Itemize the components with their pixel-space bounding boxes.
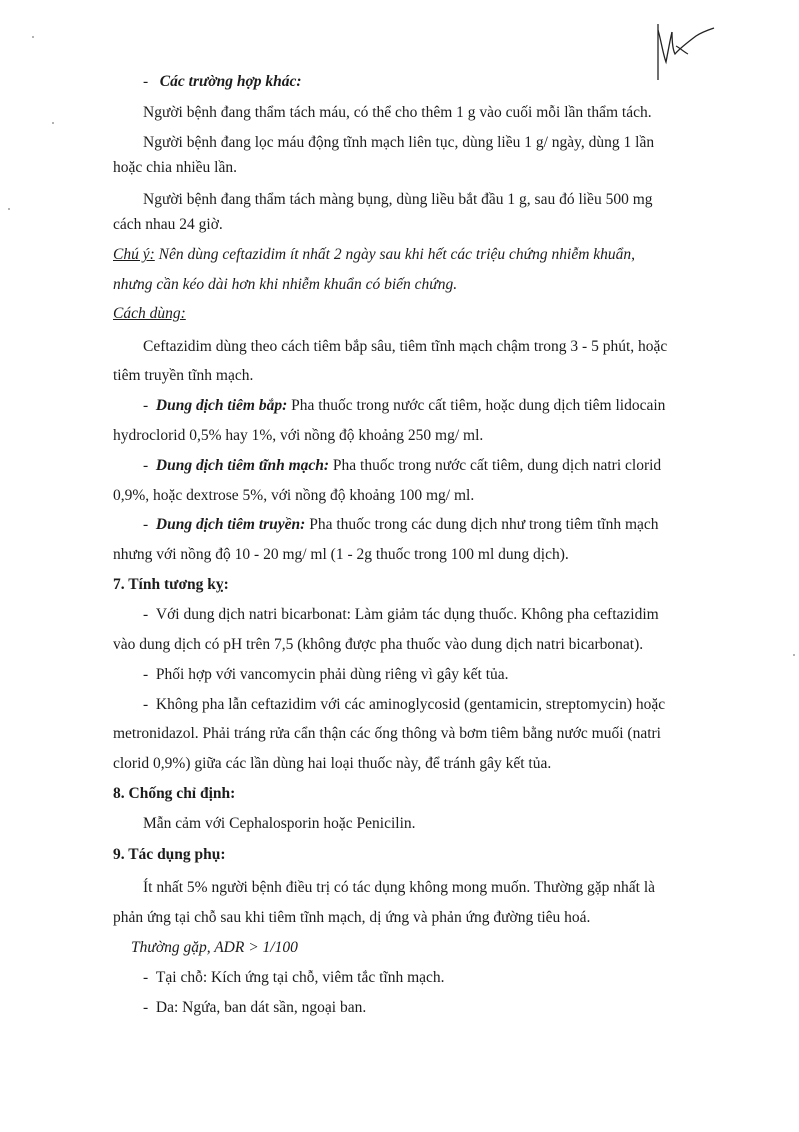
bullet: - <box>143 606 149 623</box>
paragraph-line: hydroclorid 0,5% hay 1%, với nồng độ khoảng 250 mg/ ml. <box>113 427 484 444</box>
note-line: nhưng cần kéo dài hơn khi nhiễm khuẩn có biến chứng. <box>113 276 458 293</box>
compat-item <box>143 665 509 685</box>
paragraph-line: Người bệnh đang thẩm tách màng bụng, dùng liều bắt đầu 1 g, sau đó liều 500 mg <box>143 191 653 208</box>
paragraph-line: Ceftazidim dùng theo cách tiêm bắp sâu, tiêm tĩnh mạch chậm trong 3 - 5 phút, hoặc <box>143 338 668 355</box>
paragraph-line: clorid 0,9%) giữa các lần dùng hai loại thuốc này, để tránh gây kết tủa. <box>113 755 552 772</box>
usage-item <box>143 396 665 416</box>
usage-item-label: Dung dịch tiêm tĩnh mạch: <box>155 457 330 474</box>
usage-heading: Cách dùng: <box>113 305 186 322</box>
paragraph-line: hoặc chia nhiều lần. <box>113 159 237 176</box>
compat-item <box>143 605 659 625</box>
frequency-label: Thường gặp, ADR > 1/100 <box>131 939 298 956</box>
section-heading: 9. Tác dụng phụ: <box>113 846 226 863</box>
compat-item <box>143 695 665 715</box>
paragraph-line: Mẫn cảm với Cephalosporin hoặc Penicilin. <box>143 815 416 832</box>
usage-item-text: Pha thuốc trong nước cất tiêm, dung dịch natri clorid <box>329 457 662 474</box>
paragraph-line: Người bệnh đang thẩm tách máu, có thể cho thêm 1 g vào cuối mỗi lần thẩm tách. <box>143 104 652 121</box>
note-label: Chú ý: <box>113 246 155 263</box>
compat-text: Phối hợp với vancomycin phải dùng riêng vì gây kết tủa. <box>155 666 509 683</box>
section-heading: 8. Chống chỉ định: <box>113 785 236 802</box>
compat-text: Với dung dịch natri bicarbonat: Làm giảm tác dụng thuốc. Không pha ceftazidim <box>155 606 659 623</box>
paragraph-line: vào dung dịch có pH trên 7,5 (không được pha thuốc vào dung dịch natri bicarbonat). <box>113 636 644 653</box>
handwritten-signature <box>648 18 718 88</box>
usage-item-label: Dung dịch tiêm bắp: <box>155 397 288 414</box>
paragraph-line: phản ứng tại chỗ sau khi tiêm tĩnh mạch, dị ứng và phản ứng đường tiêu hoá. <box>113 909 591 926</box>
note-line <box>113 245 635 265</box>
bullet: - <box>143 696 149 713</box>
side-effect-item <box>143 998 366 1018</box>
side-effect-text: Tại chỗ: Kích ứng tại chỗ, viêm tắc tĩnh mạch. <box>155 969 445 986</box>
usage-item-text: Pha thuốc trong nước cất tiêm, hoặc dung dịch tiêm lidocain <box>287 397 666 414</box>
scan-speck <box>52 122 54 124</box>
note-text: Nên dùng ceftazidim ít nhất 2 ngày sau khi hết các triệu chứng nhiễm khuẩn, <box>154 246 636 263</box>
usage-item <box>143 515 659 535</box>
paragraph-line: cách nhau 24 giờ. <box>113 216 223 233</box>
scan-speck <box>32 36 34 38</box>
bullet: - <box>143 397 149 414</box>
paragraph-line: Người bệnh đang lọc máu động tĩnh mạch liên tục, dùng liều 1 g/ ngày, dùng 1 lần <box>143 134 655 151</box>
paragraph-line: Ít nhất 5% người bệnh điều trị có tác dụng không mong muốn. Thường gặp nhất là <box>143 879 656 896</box>
usage-item <box>143 456 661 476</box>
heading-text: Các trường hợp khác: <box>159 73 302 90</box>
usage-item-text: Pha thuốc trong các dung dịch như trong tiêm tĩnh mạch <box>305 516 659 533</box>
bullet: - <box>143 999 149 1016</box>
bullet: - <box>143 457 149 474</box>
bullet: - <box>143 666 149 683</box>
scan-speck <box>8 208 10 210</box>
bullet: - <box>143 969 149 986</box>
side-effect-text: Da: Ngứa, ban dát sần, ngoại ban. <box>155 999 367 1016</box>
usage-item-label: Dung dịch tiêm truyền: <box>155 516 306 533</box>
paragraph-line: metronidazol. Phải tráng rửa cẩn thận các ống thông và bơm tiêm bằng nước muối (natri <box>113 725 661 742</box>
other-cases-heading <box>143 72 302 92</box>
bullet: - <box>143 73 149 90</box>
paragraph-line: tiêm truyền tĩnh mạch. <box>113 367 254 384</box>
side-effect-item <box>143 968 445 988</box>
paragraph-line: nhưng với nồng độ 10 - 20 mg/ ml (1 - 2g thuốc trong 100 ml dung dịch). <box>113 546 569 563</box>
paragraph-line: 0,9%, hoặc dextrose 5%, với nồng độ khoảng 100 mg/ ml. <box>113 487 475 504</box>
section-heading: 7. Tính tương kỵ: <box>113 576 229 593</box>
bullet: - <box>143 516 149 533</box>
compat-text: Không pha lẫn ceftazidim với các aminoglycosid (gentamicin, streptomycin) hoặc <box>155 696 666 713</box>
scan-speck <box>793 654 795 656</box>
